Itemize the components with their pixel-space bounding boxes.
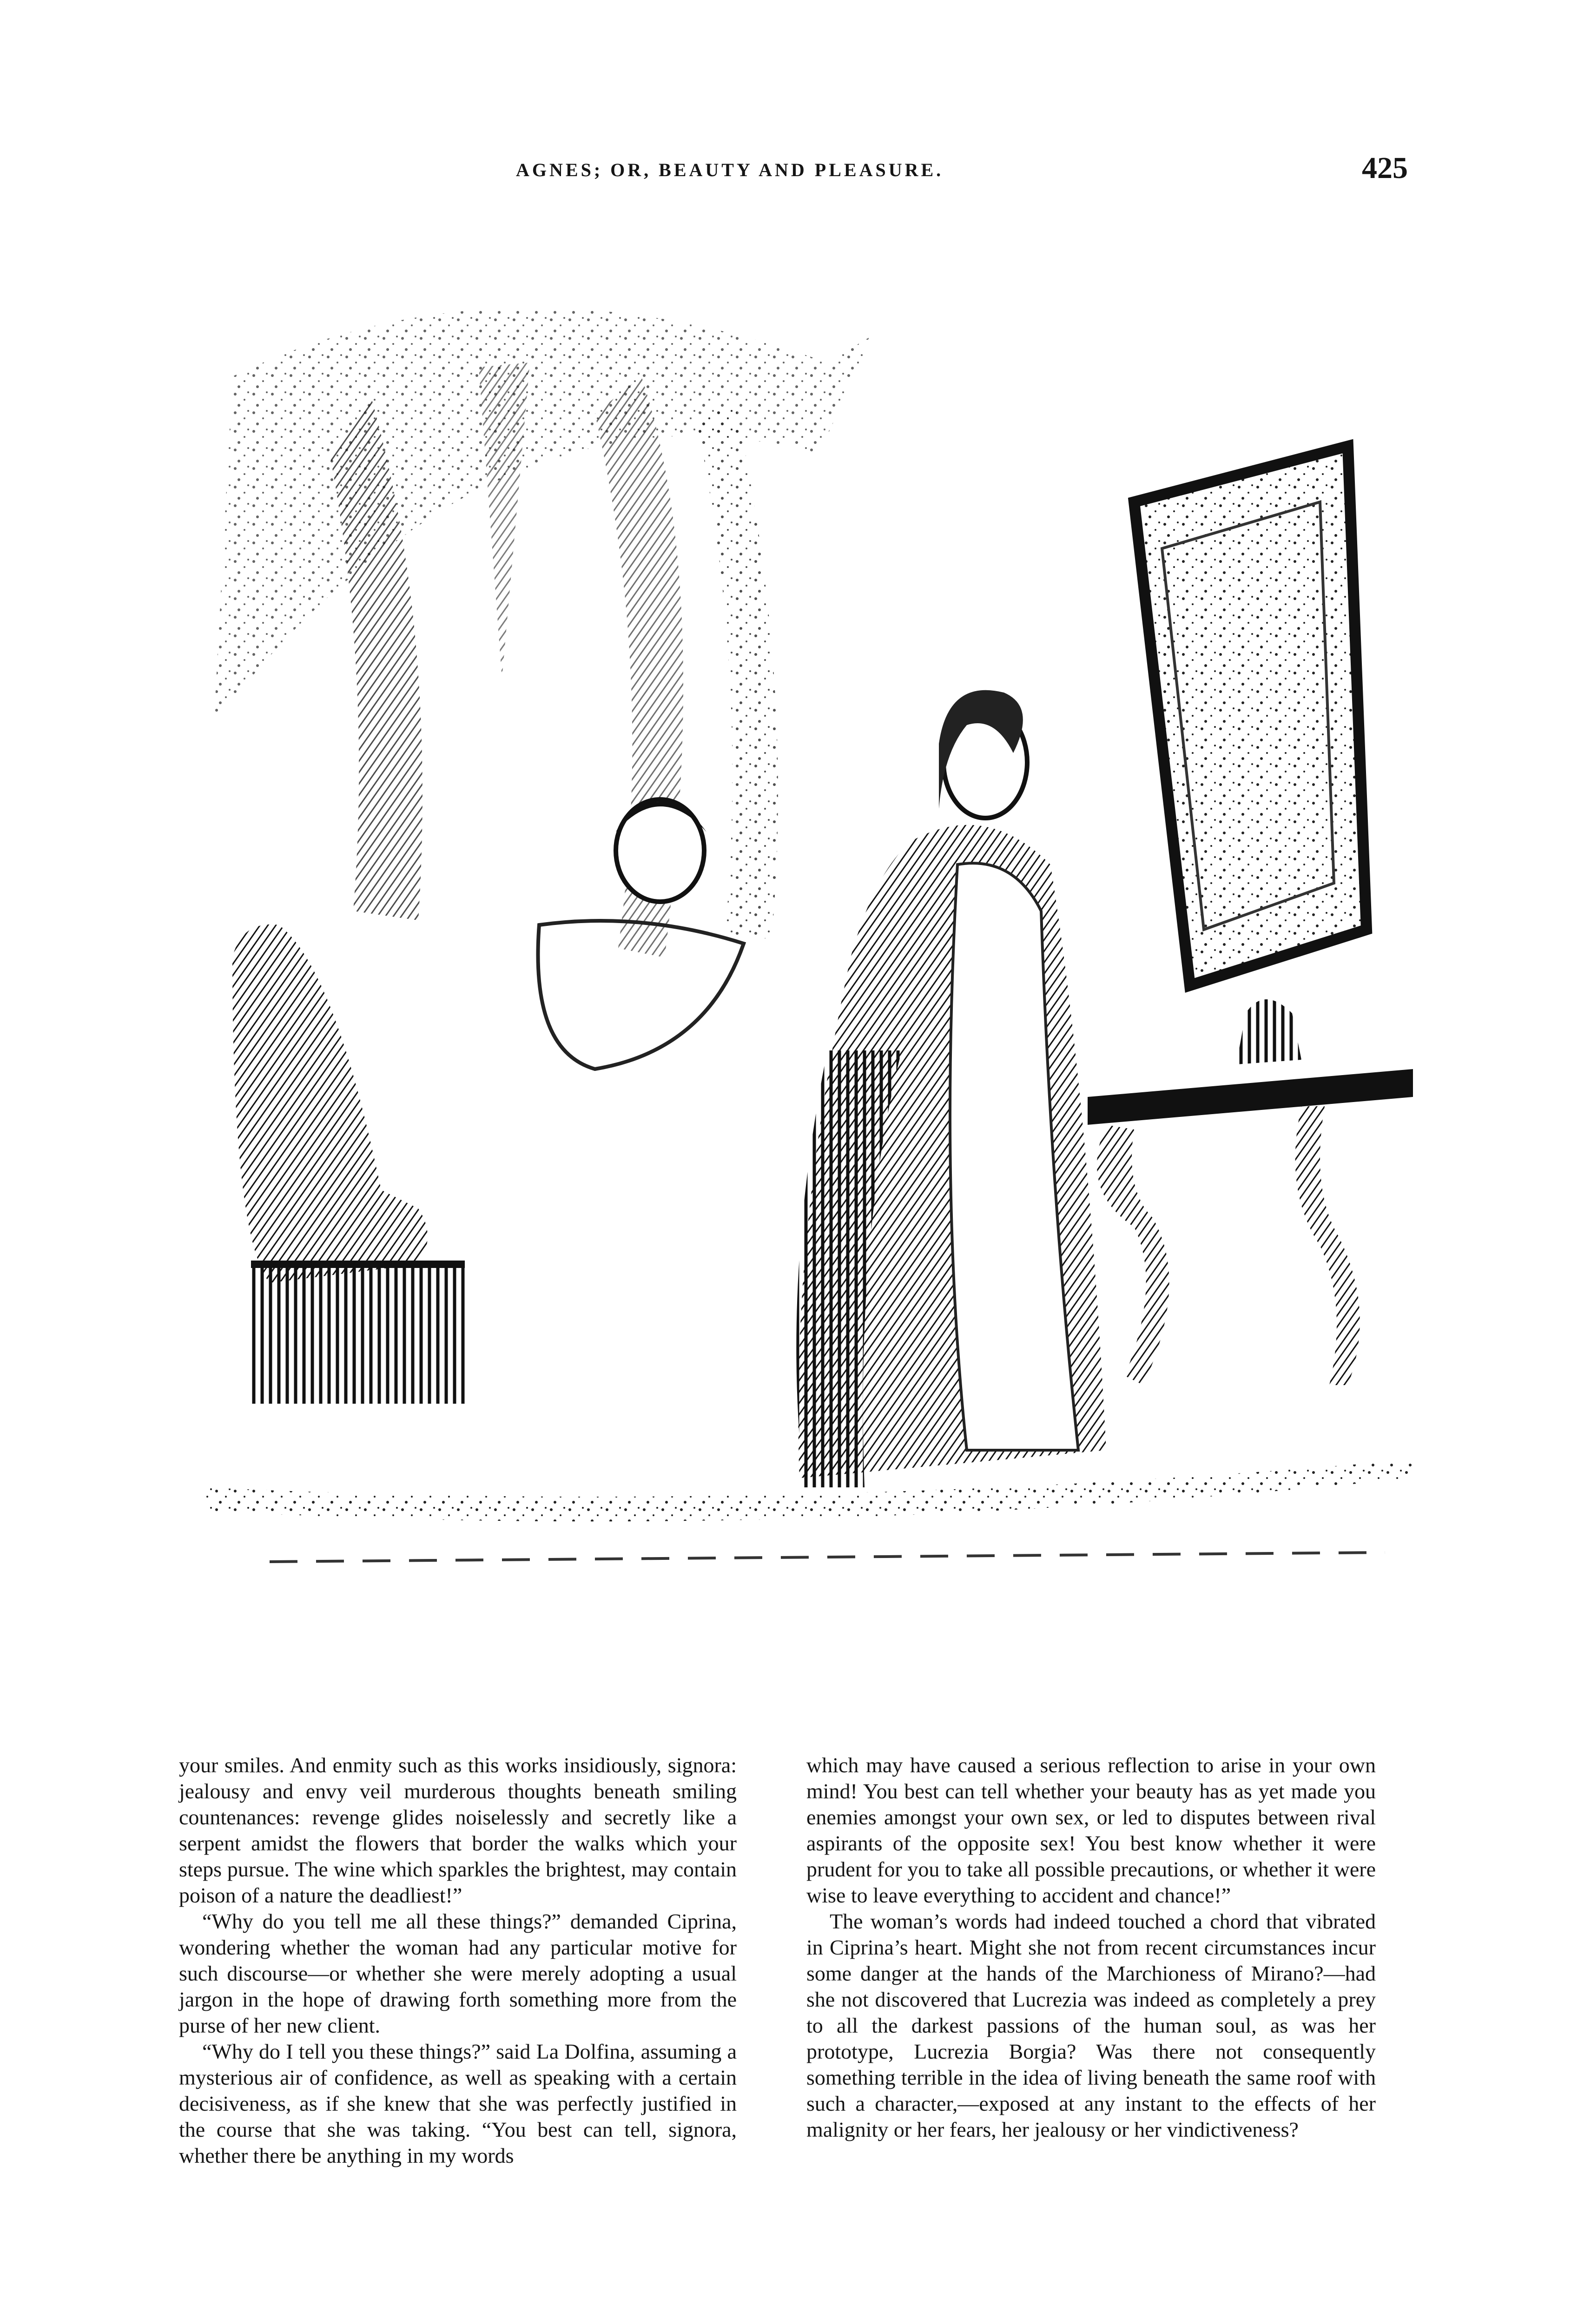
armchair [232,924,465,1404]
page-number: 425 [1362,151,1408,185]
running-title: AGNES; OR, BEAUTY AND PLEASURE. [516,159,944,180]
bed-canopy [214,308,874,957]
bedroom-engraving [177,260,1432,1636]
paragraph: The woman’s words had indeed touched a chord that vibrated in Ciprina’s heart. Might she not from recent circumstances incur some danger at the hands of the Marchioness of Mirano?—had she not discovered that Lucrezia was indeed as completely a prey to all the darkest passions of the human soul, as was her prototype, Lucrezia Borgia? Was there not consequently something terrible in the idea of living beneath the same roof with such a character,—exposed at any instant to the effects of her malignity or her fears, her jealousy or her vindictiveness? [806,1909,1376,2141]
standing-woman [796,690,1106,1487]
engraving-svg [177,260,1432,1636]
paragraph: “Why do you tell me all these things?” demanded Ciprina, wondering whether the woman had any particular motive for such discourse—or whether she were merely adopting a usual jargon in the hope of drawing forth something more from the purse of her new client. [179,1909,737,2037]
paragraph: which may have caused a serious reflection to arise in your own mind! You best can tell whether your beauty has as yet made you enemies amongst your own sex, or led to disputes between rival aspirants of the opposite sex! You best know whether it were prudent for you to take all possible precautions, or whether it were wise to leave everything to accident and chance!” [806,1753,1376,1907]
wall-mirror [1134,446,1366,985]
text-column-left [179,1752,737,2169]
console-table [1088,999,1413,1385]
paragraph: your smiles. And enmity such as this works insidiously, signora: jealousy and envy veil murderous thoughts beneath smiling countenances: revenge glides noiselessly and secretly like a serpent amidst the flowers that border the walks which your steps pursue. The wine which sparkles the brightest, may contain poison of a nature the deadliest!” [179,1753,737,1907]
text-column-right [806,1752,1376,2143]
paragraph: “Why do I tell you these things?” said La Dolfina, assuming a mysterious air of confidence, as well as speaking with a certain decisiveness, as if she knew that she was perfectly justified in the course that she was taking. “You best can tell, signora, whether there be anything in my words [179,2040,737,2167]
page-header [0,153,1571,191]
